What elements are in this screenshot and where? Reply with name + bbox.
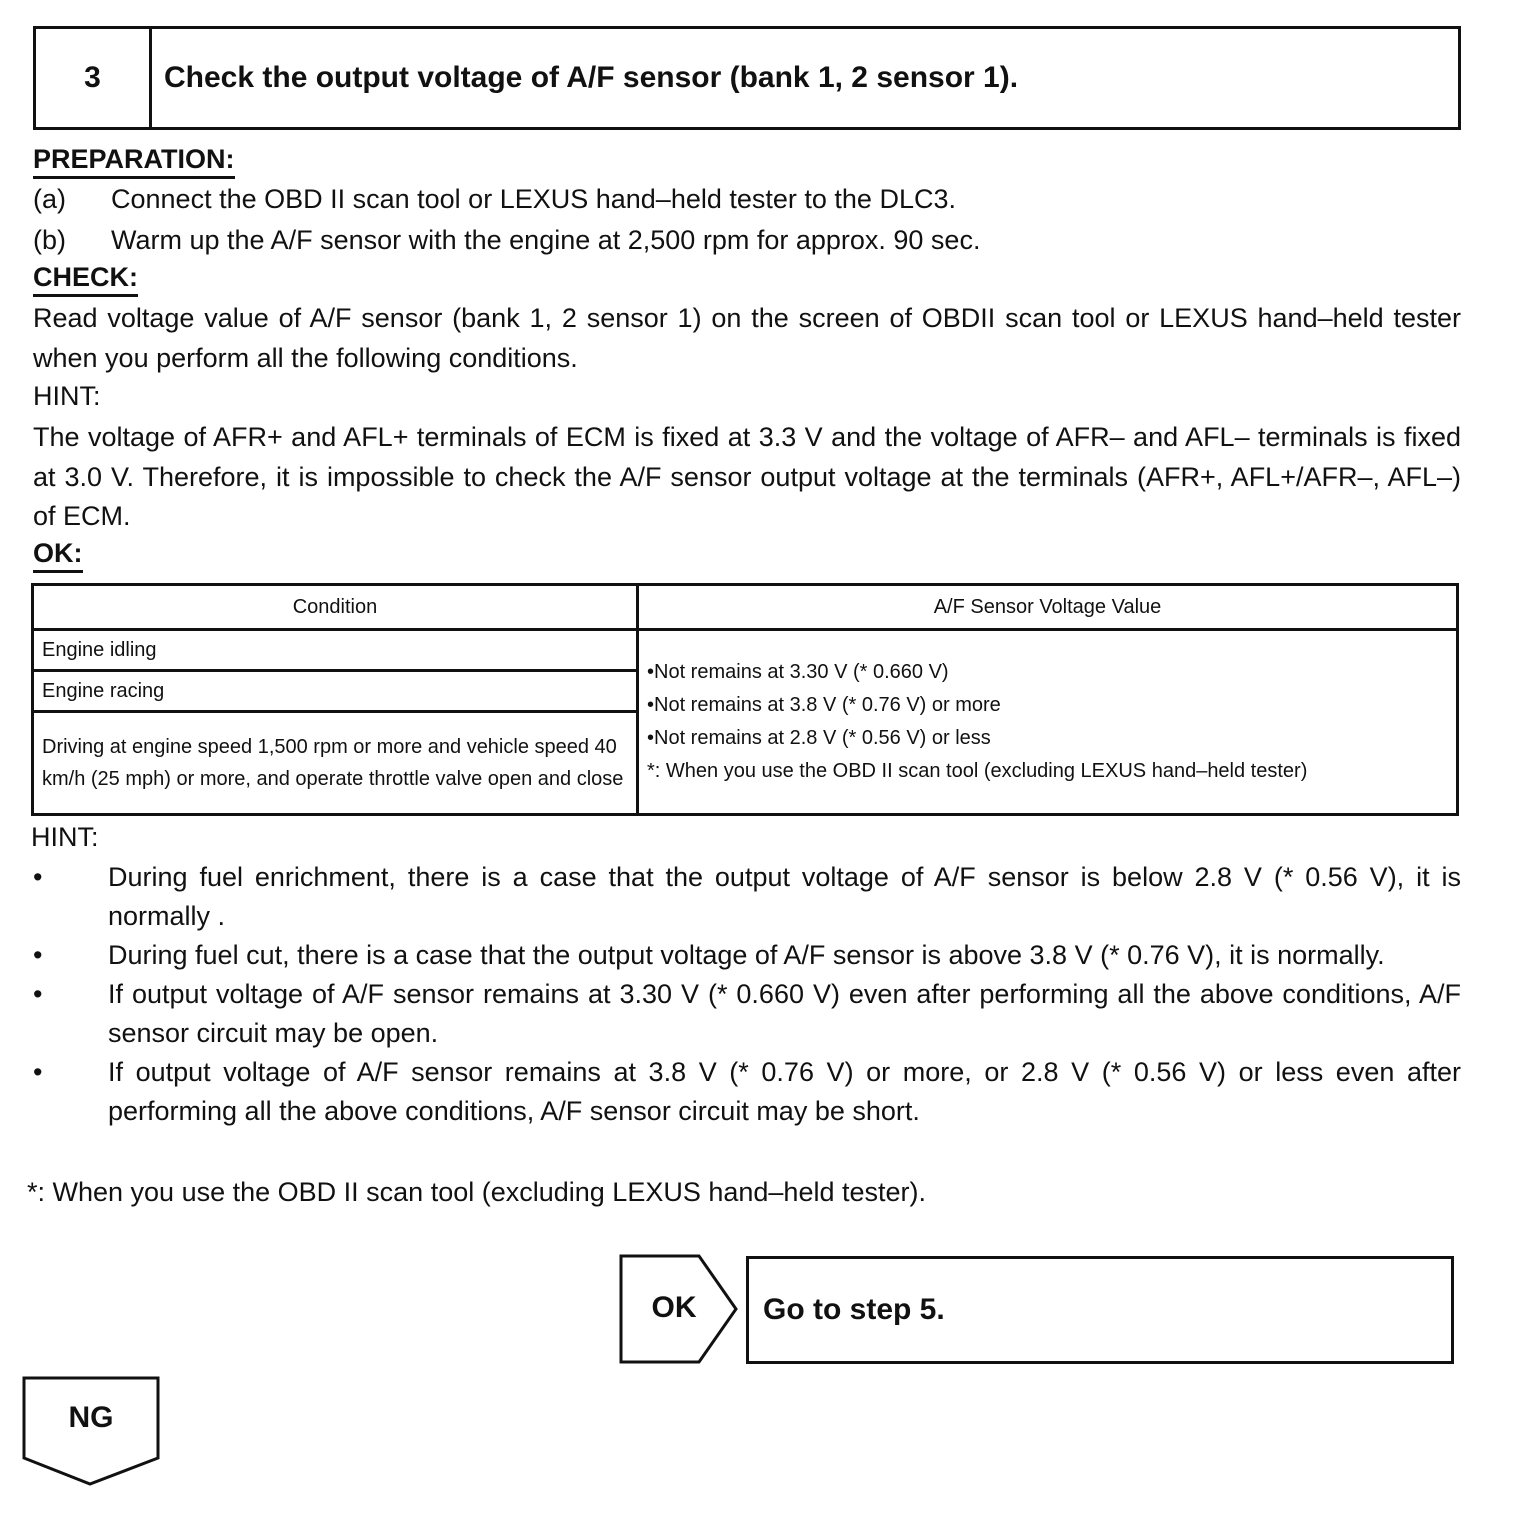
check-heading: CHECK:	[33, 262, 138, 297]
preparation-item-b-text: Warm up the A/F sensor with the engine at 2,500 rpm for approx. 90 sec.	[111, 225, 981, 255]
step-title: Check the output voltage of A/F sensor (bank 1, 2 sensor 1).	[164, 61, 1019, 94]
ok-heading: OK:	[33, 538, 83, 573]
preparation-item-b	[33, 221, 980, 259]
step-number: 3	[36, 29, 152, 127]
voltage-value-note: *: When you use the OBD II scan tool (excluding LEXUS hand–held tester)	[647, 760, 1308, 782]
voltage-value-line: •Not remains at 3.30 V (* 0.660 V)	[647, 661, 949, 683]
bullet-text: If output voltage of A/F sensor remains at 3.8 V (* 0.76 V) or more, or 2.8 V (* 0.56 V) or less even after performing all the above conditions, A/F sensor circuit may be short.	[108, 1057, 1461, 1126]
list-item	[33, 858, 1461, 936]
list-item	[33, 975, 1461, 1053]
table-row	[33, 630, 1458, 671]
preparation-item-a-text: Connect the OBD II scan tool or LEXUS hand–held tester to the DLC3.	[111, 184, 956, 214]
condition-cell: Engine idling	[33, 630, 638, 671]
condition-cell: Driving at engine speed 1,500 rpm or more and vehicle speed 40 km/h (25 mph) or more, and operate throttle valve open and close	[33, 712, 638, 815]
preparation-item-b-tag: (b)	[33, 225, 66, 255]
step-header	[33, 26, 1461, 130]
hint-footnote: *: When you use the OBD II scan tool (excluding LEXUS hand–held tester).	[27, 1177, 926, 1207]
preparation-item-a-tag: (a)	[33, 184, 66, 214]
condition-cell: Engine racing	[33, 671, 638, 712]
preparation-item-a	[33, 180, 956, 218]
bullet-icon: •	[33, 940, 43, 970]
bullet-text: During fuel cut, there is a case that the output voltage of A/F sensor is above 3.8 V (* 0.76 V), it is normally.	[108, 940, 1385, 970]
bullet-icon: •	[33, 979, 43, 1009]
table-header-voltage: A/F Sensor Voltage Value	[638, 585, 1458, 630]
bullet-text: During fuel enrichment, there is a case that the output voltage of A/F sensor is below 2.8 V (* 0.56 V), it is normally .	[108, 862, 1461, 931]
check-text: Read voltage value of A/F sensor (bank 1, 2 sensor 1) on the screen of OBDII scan tool or LEXUS hand–held tester when you perform all the following conditions.	[33, 303, 1461, 373]
go-to-step-text: Go to step 5.	[763, 1293, 945, 1326]
bullet-text: If output voltage of A/F sensor remains at 3.30 V (* 0.660 V) even after performing all the above conditions, A/F sensor circuit may be open.	[108, 979, 1461, 1048]
table-header-condition: Condition	[33, 585, 638, 630]
table-header-row	[33, 585, 1458, 630]
preparation-heading: PREPARATION:	[33, 144, 235, 179]
check-hint-text: The voltage of AFR+ and AFL+ terminals of ECM is fixed at 3.3 V and the voltage of AFR– and AFL– terminals is fixed at 3.0 V. Therefore, it is impossible to check the A/F sensor output voltage at the terminals (AFR+, AFL+/AFR–, AFL–) of ECM.	[33, 422, 1461, 531]
list-item	[33, 936, 1461, 975]
voltage-value-cell	[638, 630, 1458, 815]
bullet-icon: •	[33, 862, 43, 892]
list-item	[33, 1053, 1461, 1131]
go-to-step-box	[746, 1256, 1454, 1364]
ok-flow-label: OK	[651, 1291, 697, 1324]
hint-label: HINT:	[31, 822, 99, 852]
voltage-value-line: •Not remains at 2.8 V (* 0.56 V) or less	[647, 727, 991, 749]
check-hint-label: HINT:	[33, 381, 101, 411]
ok-condition-table	[31, 583, 1459, 816]
ng-flow-label: NG	[68, 1401, 114, 1434]
voltage-value-line: •Not remains at 3.8 V (* 0.76 V) or more	[647, 694, 1001, 716]
hint-bullet-list	[33, 858, 1461, 1131]
bullet-icon: •	[33, 1057, 43, 1087]
